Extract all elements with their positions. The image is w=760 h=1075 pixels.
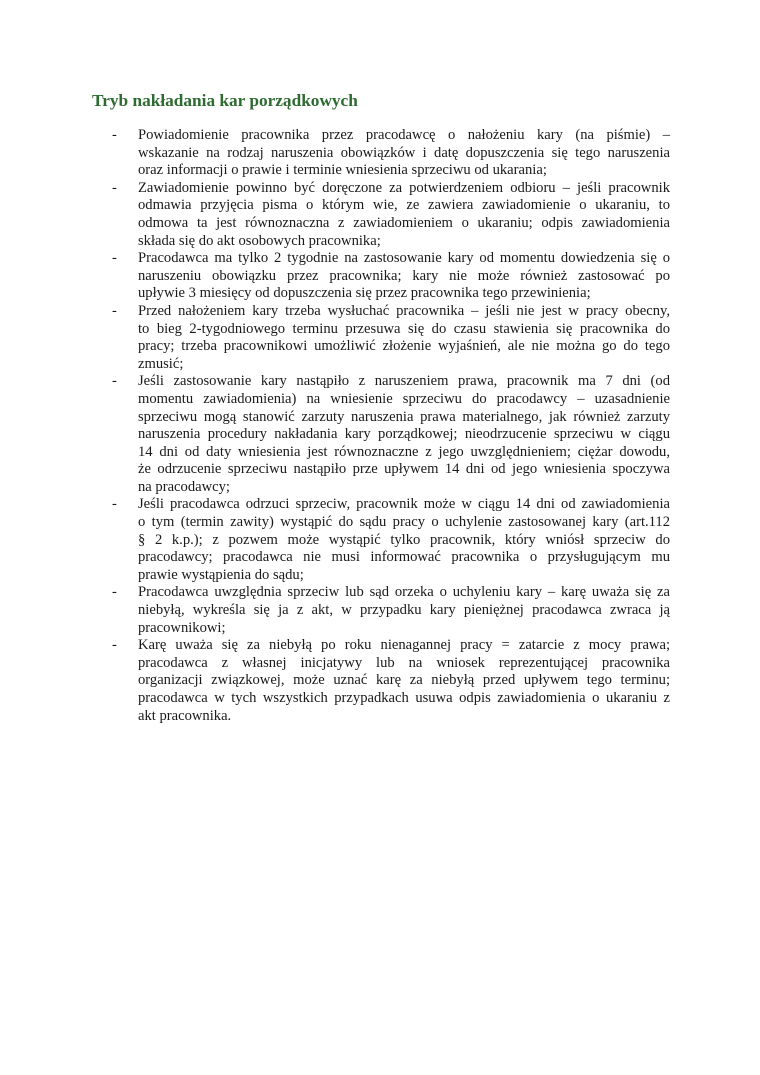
text-line: wskazanie na rodzaj naruszenia obowiązków i datę dopuszczenia się tego naruszenia: [138, 144, 670, 161]
list-item: [110, 373, 670, 496]
text-line: pracodawca z własnej inicjatywy lub na wniosek reprezentującej pracownika: [138, 654, 670, 671]
bullet-dash: -: [112, 496, 117, 513]
bullet-dash: -: [112, 250, 117, 267]
text-line: zmusić;: [138, 355, 184, 372]
bullet-dash: -: [112, 302, 117, 319]
document-title: Tryb nakładania kar porządkowych: [92, 91, 358, 110]
text-line: Pracodawca uwzględnia sprzeciw lub sąd orzeka o uchyleniu kary – karę uważa się za: [138, 584, 670, 601]
text-line: Jeśli zastosowanie kary nastąpiło z naruszeniem prawa, pracownik ma 7 dni (od: [138, 373, 670, 390]
text-line: upływie 3 miesięcy od dopuszczenia się przez pracownika tego przewinienia;: [138, 285, 591, 302]
list-item: [110, 127, 670, 180]
text-line: oraz informacji o prawie i terminie wniesienia sprzeciwu od ukarania;: [138, 162, 547, 179]
text-line: na pracodawcy;: [138, 478, 230, 495]
text-line: 14 dni od daty wniesienia jest równoznaczne z jego uwzględnieniem; ciężar dowodu,: [138, 443, 670, 460]
bullet-dash: -: [112, 637, 117, 654]
text-line: odmowa ta jest równoznaczna z zawiadomieniem o ukaraniu; odpis zawiadomienia: [138, 214, 670, 231]
text-line: sprzeciwu mogą stanowić zarzuty naruszenia prawa materialnego, jak również zarzuty: [138, 408, 670, 425]
text-line: to bieg 2-tygodniowego terminu przesuwa się do czasu stawienia się pracownika do: [138, 320, 670, 337]
bullet-dash: -: [112, 373, 117, 390]
text-line: pracodawca w tych wszystkich przypadkach usuwa odpis zawiadomienia o ukaraniu z: [138, 690, 670, 706]
text-line: że odrzucenie sprzeciwu nastąpiło prze upływem 14 dni od jego wniesienia spoczywa: [138, 461, 670, 478]
text-line: Przed nałożeniem kary trzeba wysłuchać pracownika – jeśli nie jest w pracy obecny,: [138, 302, 670, 319]
text-line: akt pracownika.: [138, 707, 232, 724]
text-line: niebyłą, wykreśla się ja z akt, w przypadku kary pieniężnej pracodawca zwraca ją: [138, 602, 670, 619]
list-item: [110, 250, 670, 303]
list-item: [110, 180, 670, 250]
list-item: [110, 637, 670, 725]
text-line: Powiadomienie pracownika przez pracodawcę o nałożeniu kary (na piśmie) –: [138, 127, 670, 143]
text-line: odmawia przyjęcia pisma o którym wie, ze zawiera zawiadomienie o ukaraniu, to: [138, 197, 670, 214]
text-line: prawie wystąpienia do sądu;: [138, 566, 304, 583]
text-line: pracy; trzeba pracownikowi umożliwić złożenie wyjaśnień, ale nie można go do tego: [138, 338, 670, 355]
list-item: [110, 584, 670, 637]
text-line: organizacji związkowej, może uznać karę za niebyłą przed upływem tego terminu;: [138, 672, 670, 689]
text-line: o tym (termin zawity) wystąpić do sądu pracy o uchylenie zastosowanej kary (art.112: [138, 514, 670, 531]
list-item: [110, 496, 670, 584]
text-line: naruszeniu obowiązku przez pracownika; kary nie może również zastosować po: [138, 267, 670, 284]
text-line: Jeśli pracodawca odrzuci sprzeciw, pracownik może w ciągu 14 dni od zawiadomienia: [138, 496, 670, 513]
text-line: pracownikowi;: [138, 619, 226, 636]
text-line: Karę uważa się za niebyłą po roku nienagannej pracy = zatarcie z mocy prawa;: [138, 637, 670, 654]
text-line: pracodawcy; pracodawca nie musi informować pracownika o przysługującym mu: [138, 549, 670, 566]
text-line: Zawiadomienie powinno być doręczone za potwierdzeniem odbioru – jeśli pracownik: [138, 179, 670, 196]
text-line: momentu zawiadomienia) na wniesienie sprzeciwu do pracodawcy – uzasadnienie: [138, 390, 670, 407]
text-line: § 2 k.p.); z pozwem może wystąpić tylko pracownik, który wniósł sprzeciw do: [138, 531, 670, 548]
bullet-list: [110, 127, 670, 725]
bullet-dash: -: [112, 584, 117, 601]
list-item: [110, 303, 670, 373]
text-line: składa się do akt osobowych pracownika;: [138, 232, 381, 249]
bullet-dash: -: [112, 179, 117, 196]
bullet-dash: -: [112, 127, 117, 143]
text-line: naruszenia procedury nakładania kary porządkowej; nieodrzucenie sprzeciwu w ciągu: [138, 426, 670, 443]
text-line: Pracodawca ma tylko 2 tygodnie na zastosowanie kary od momentu dowiedzenia się o: [138, 250, 670, 267]
